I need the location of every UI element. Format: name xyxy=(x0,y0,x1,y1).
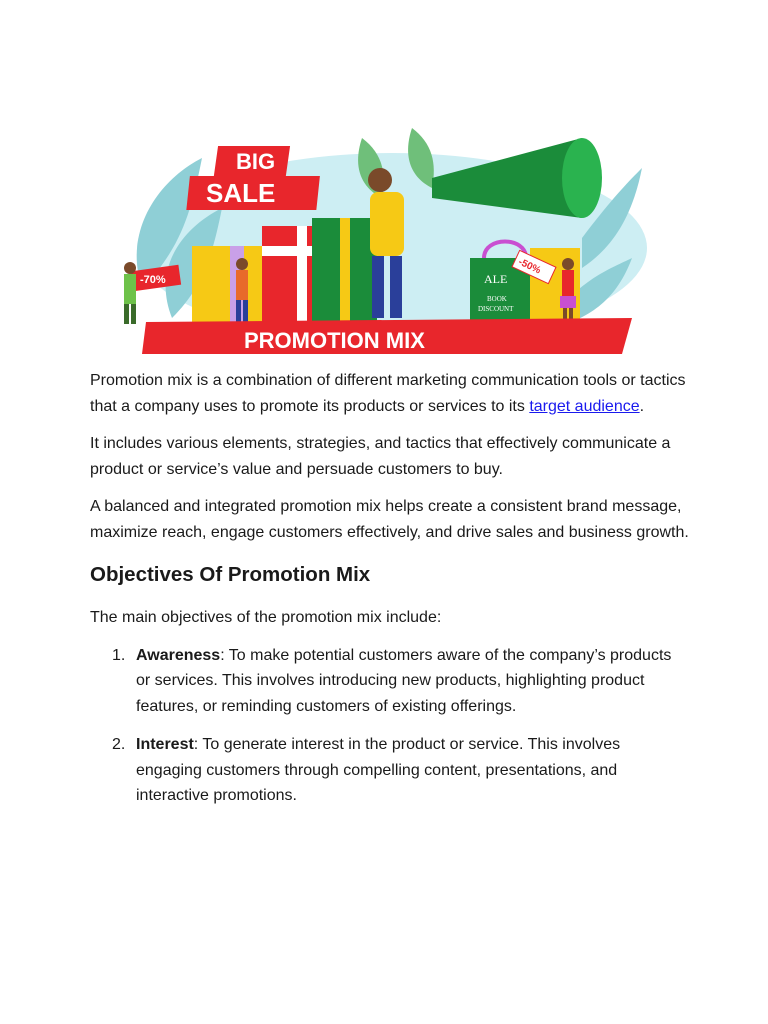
promotion-mix-ribbon xyxy=(142,318,632,354)
svg-text:-70%: -70% xyxy=(140,274,166,286)
big-label: BIG xyxy=(236,149,276,174)
list-item xyxy=(90,732,690,809)
article-body xyxy=(90,368,690,822)
sale-label: SALE xyxy=(206,178,276,208)
svg-text:-50%: -50% xyxy=(516,256,543,277)
paragraph-intro: Promotion mix is a combination of different marketing communication tools or tactics that a company uses to promote its products or services to its target audience. xyxy=(90,372,686,415)
bag-text-bottom: DISCOUNT xyxy=(478,305,514,313)
list-item xyxy=(90,643,690,720)
list-term: Interest xyxy=(136,736,194,753)
promotion-mix-label: PROMOTION MIX xyxy=(244,328,425,353)
objectives-list xyxy=(90,643,690,809)
objectives-intro: The main objectives of the promotion mix include: xyxy=(90,609,442,626)
list-text: : To generate interest in the product or service. This involves engaging customers through compelling content, presentations, and interactive promotions. xyxy=(136,736,621,804)
bag-text-top: ALE xyxy=(484,272,508,286)
list-number: 1. xyxy=(112,646,126,664)
list-number: 2. xyxy=(112,736,126,753)
paragraph-balanced: A balanced and integrated promotion mix helps create a consistent brand message, maximize reach, engage customers effectively, and drive sales and business growth. xyxy=(90,498,689,541)
section-heading: Objectives Of Promotion Mix xyxy=(90,563,371,586)
promotion-mix-illustration xyxy=(112,118,648,358)
big-sale-sign xyxy=(186,146,320,210)
list-term: Awareness xyxy=(136,646,221,664)
paragraph-elements: It includes various elements, strategies, and tactics that effectively communicate a product or service’s value and persuade customers to buy. xyxy=(90,435,671,478)
target-audience-link[interactable]: target audience xyxy=(529,397,640,415)
list-text: : To make potential customers aware of the company’s products or services. This involves introducing new products, highlighting product features, or reminding customers of existing offerings. xyxy=(136,646,672,715)
bag-text-mid: BOOK xyxy=(487,295,507,303)
